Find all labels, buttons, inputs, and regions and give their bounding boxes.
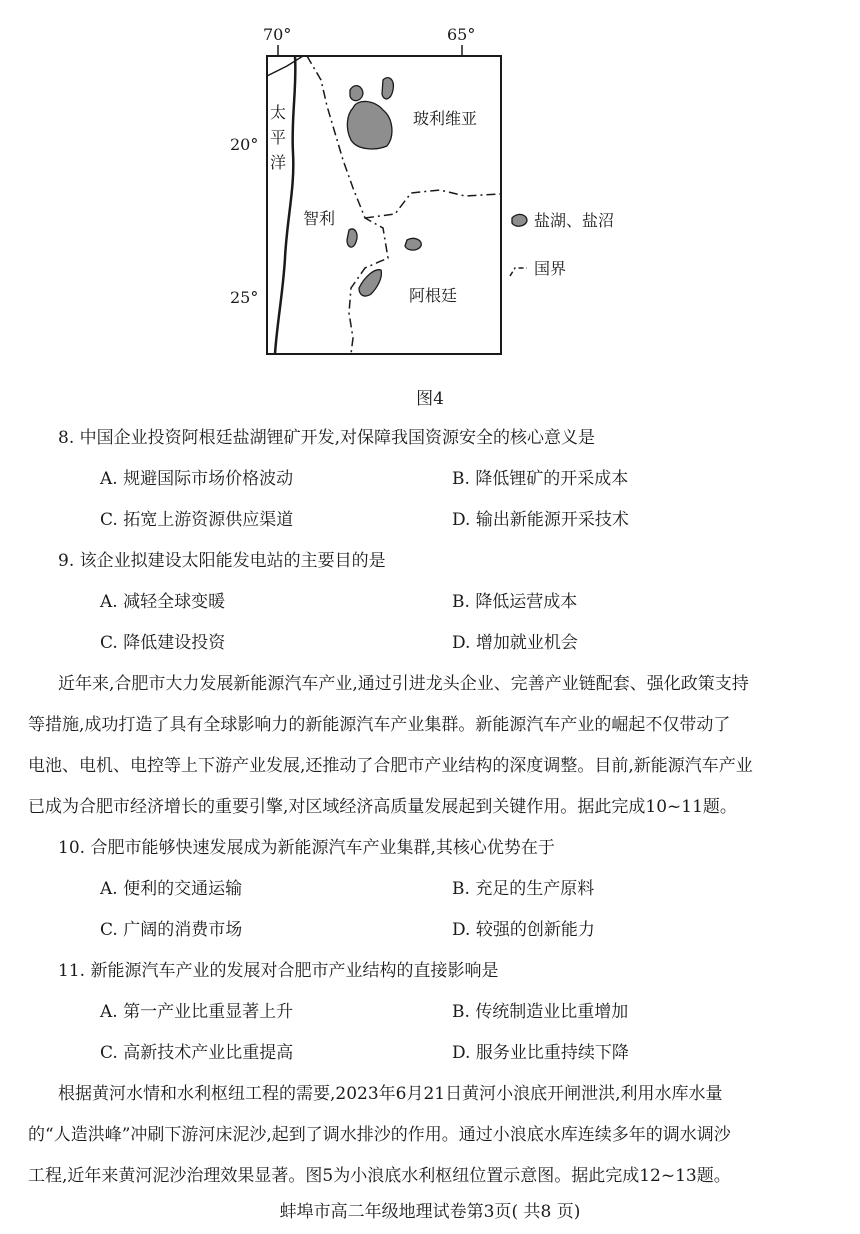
option-text: 拓宽上游资源供应渠道 — [123, 510, 294, 530]
lon-label-70: 70° — [263, 25, 292, 44]
question-10-stem — [58, 836, 555, 860]
q10-option-d — [452, 918, 595, 942]
salt-lake-4 — [347, 229, 357, 247]
q8-option-b — [452, 467, 628, 491]
option-label: C. — [100, 633, 118, 653]
passage-2-line-2: 的“人造洪峰”冲刷下游河床泥沙,起到了调水排沙的作用。通过小浪底水库连续多年的调水调沙 — [28, 1125, 731, 1145]
option-label: B. — [452, 879, 470, 899]
option-text: 较强的创新能力 — [475, 920, 595, 940]
q10-option-b — [452, 877, 594, 901]
option-label: C. — [100, 510, 118, 530]
option-label: C. — [100, 1043, 118, 1063]
bolivia-argentina-border — [365, 190, 501, 218]
salt-lake-6 — [359, 270, 381, 296]
option-text: 规避国际市场价格波动 — [123, 469, 294, 489]
passage-1-line-2: 等措施,成功打造了具有全球影响力的新能源汽车产业集群。新能源汽车产业的崛起不仅带动了 — [28, 715, 731, 735]
option-label: D. — [452, 510, 471, 530]
q9-option-d — [452, 631, 578, 655]
lat-label-25: 25° — [230, 288, 259, 307]
option-label: B. — [452, 469, 470, 489]
ocean-char-2: 平 — [270, 128, 287, 147]
option-text: 输出新能源开采技术 — [475, 510, 629, 530]
ocean-char-1: 太 — [270, 103, 287, 122]
option-text: 降低建设投资 — [123, 633, 226, 653]
question-text: 中国企业投资阿根廷盐湖锂矿开发,对保障我国资源安全的核心意义是 — [79, 428, 596, 448]
map-frame — [267, 56, 501, 354]
q11-option-a — [100, 1000, 293, 1024]
q10-option-c — [100, 918, 242, 942]
option-text: 便利的交通运输 — [123, 879, 243, 899]
option-text: 广阔的消费市场 — [123, 920, 243, 940]
salt-lake-1 — [347, 101, 392, 149]
option-label: D. — [452, 633, 471, 653]
passage-1-line-3: 电池、电机、电控等上下游产业发展,还推动了合肥市产业结构的深度调整。目前,新能源汽车产业 — [28, 756, 753, 776]
option-label: A. — [100, 1002, 118, 1022]
question-number: 8. — [58, 428, 75, 448]
page-footer: 蚌埠市高二年级地理试卷第3页( 共8 页) — [279, 1202, 581, 1222]
option-text: 降低运营成本 — [475, 592, 578, 612]
option-label: D. — [452, 1043, 471, 1063]
question-number: 10. — [58, 838, 86, 858]
option-text: 高新技术产业比重提高 — [123, 1043, 294, 1063]
q8-option-d — [452, 508, 629, 532]
passage-2-line-3: 工程,近年来黄河泥沙治理效果显著。图5为小浪底水利枢纽位置示意图。据此完成12~13题。 — [28, 1166, 731, 1186]
label-bolivia: 玻利维亚 — [413, 109, 478, 128]
figure-4-caption: 图4 — [416, 389, 444, 409]
question-number: 9. — [58, 551, 75, 571]
salt-lake-2 — [350, 86, 363, 101]
question-9-stem — [58, 549, 386, 573]
option-label: A. — [100, 879, 118, 899]
q8-option-c — [100, 508, 293, 532]
option-text: 传统制造业比重增加 — [475, 1002, 629, 1022]
q8-option-a — [100, 467, 293, 491]
legend-border-label: 国界 — [534, 259, 567, 278]
q11-option-d — [452, 1041, 629, 1065]
option-text: 服务业比重持续下降 — [475, 1043, 629, 1063]
option-label: A. — [100, 469, 118, 489]
question-text: 新能源汽车产业的发展对合肥市产业结构的直接影响是 — [90, 961, 499, 981]
question-text: 合肥市能够快速发展成为新能源汽车产业集群,其核心优势在于 — [90, 838, 555, 858]
option-label: C. — [100, 920, 118, 940]
option-label: A. — [100, 592, 118, 612]
label-argentina: 阿根廷 — [409, 286, 458, 305]
ocean-char-3: 洋 — [270, 153, 287, 172]
passage-1-line-1: 近年来,合肥市大力发展新能源汽车产业,通过引进龙头企业、完善产业链配套、强化政策支持 — [58, 674, 749, 694]
option-text: 降低锂矿的开采成本 — [475, 469, 629, 489]
lon-label-65: 65° — [447, 25, 476, 44]
lat-label-20: 20° — [230, 135, 259, 154]
q9-option-b — [452, 590, 577, 614]
option-label: B. — [452, 1002, 470, 1022]
q11-option-c — [100, 1041, 293, 1065]
passage-1-line-4: 已成为合肥市经济增长的重要引擎,对区域经济高质量发展起到关键作用。据此完成10~11题。 — [28, 797, 737, 817]
salt-lake-3 — [382, 78, 393, 99]
salt-lake-5 — [405, 238, 421, 250]
passage-2-line-1: 根据黄河水情和水利枢纽工程的需要,2023年6月21日黄河小浪底开闸泄洪,利用水库水量 — [58, 1084, 723, 1104]
question-number: 11. — [58, 961, 86, 981]
q11-option-b — [452, 1000, 628, 1024]
q9-option-c — [100, 631, 225, 655]
option-label: B. — [452, 592, 470, 612]
option-text: 充足的生产原料 — [475, 879, 595, 899]
question-text: 该企业拟建设太阳能发电站的主要目的是 — [79, 551, 386, 571]
question-11-stem — [58, 959, 498, 983]
map-svg — [225, 18, 645, 363]
coastline — [275, 56, 295, 354]
q10-option-a — [100, 877, 242, 901]
legend-border-swatch — [510, 268, 527, 276]
figure-4-map — [225, 18, 645, 363]
option-text: 增加就业机会 — [475, 633, 578, 653]
option-text: 减轻全球变暖 — [123, 592, 226, 612]
question-8-stem — [58, 426, 595, 450]
chile-border — [307, 56, 388, 354]
option-text: 第一产业比重显著上升 — [123, 1002, 294, 1022]
legend-salt-lake-swatch — [512, 214, 527, 226]
q9-option-a — [100, 590, 225, 614]
label-chile: 智利 — [303, 209, 336, 228]
legend-salt-lake-label: 盐湖、盐沼 — [534, 211, 615, 230]
north-border — [267, 56, 303, 76]
option-label: D. — [452, 920, 471, 940]
